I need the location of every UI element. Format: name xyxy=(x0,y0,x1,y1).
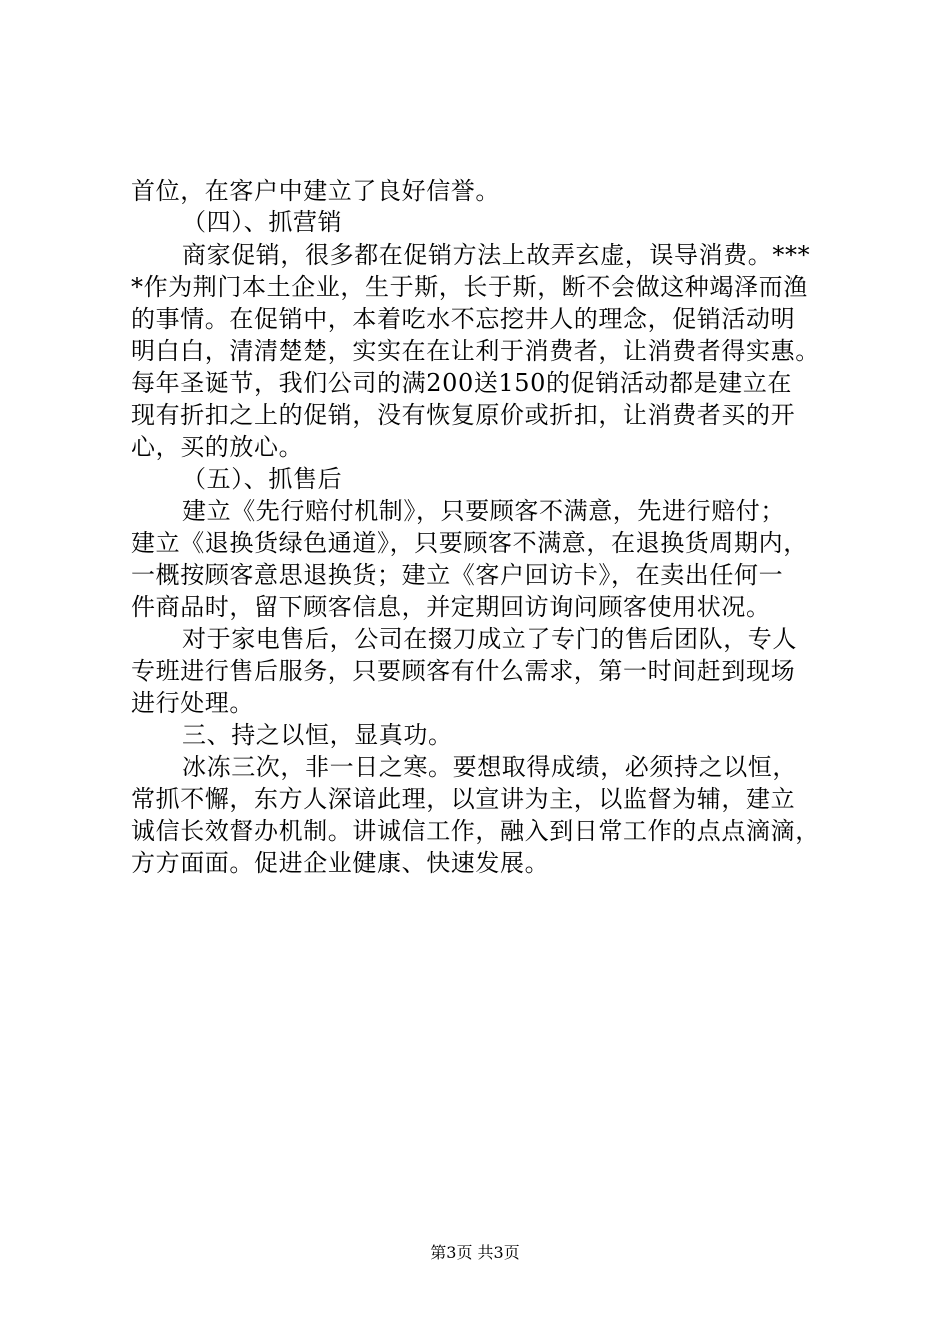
text-line: 冰冻三次，非一日之寒。要想取得成绩，必须持之以恒， xyxy=(182,753,797,781)
text-line: 的事情。在促销中，本着吃水不忘挖井人的理念，促销活动明 xyxy=(131,305,796,333)
section-heading: （五）、抓售后 xyxy=(182,465,343,493)
text-line: 商家促销，很多都在促销方法上故弄玄虚，误导消费。*** xyxy=(182,241,811,269)
text-line: 一概按顾客意思退换货；建立《客户回访卡》，在卖出任何一 xyxy=(131,561,784,589)
text-line: *作为荆门本土企业，生于斯，长于斯，断不会做这种竭泽而渔 xyxy=(131,273,808,301)
text-line: 心，买的放心。 xyxy=(131,433,304,461)
text-line: 建立《先行赔付机制》，只要顾客不满意，先进行赔付； xyxy=(182,497,785,525)
text-line: 明白白，清清楚楚，实实在在让利于消费者，让消费者得实惠。 xyxy=(131,337,820,365)
section-heading: 三、持之以恒，显真功。 xyxy=(182,721,453,749)
section-heading: （四）、抓营销 xyxy=(182,208,343,236)
text-line: 专班进行售后服务，只要顾客有什么需求，第一时间赶到现场 xyxy=(131,657,796,685)
text-line: 常抓不懈，东方人深谙此理，以宣讲为主，以监督为辅，建立 xyxy=(131,785,796,813)
text-line: 每年圣诞节，我们公司的满200送150的促销活动都是建立在 xyxy=(131,369,793,397)
text-line: 件商品时，留下顾客信息，并定期回访询问顾客使用状况。 xyxy=(131,593,771,621)
text-line: 现有折扣之上的促销，没有恢复原价或折扣，让消费者买的开 xyxy=(131,401,796,429)
text-line: 进行处理。 xyxy=(131,689,254,717)
text-line: 首位，在客户中建立了良好信誉。 xyxy=(131,177,500,205)
text-line: 方方面面。促进企业健康、快速发展。 xyxy=(131,849,550,877)
text-line: 对于家电售后，公司在掇刀成立了专门的售后团队，专人 xyxy=(182,625,797,653)
text-line: 诚信长效督办机制。讲诚信工作，融入到日常工作的点点滴滴， xyxy=(131,817,820,845)
text-line: 建立《退换货绿色通道》，只要顾客不满意，在退换货周期内， xyxy=(131,529,808,557)
page-footer: 第3页 共3页 xyxy=(430,1243,520,1262)
